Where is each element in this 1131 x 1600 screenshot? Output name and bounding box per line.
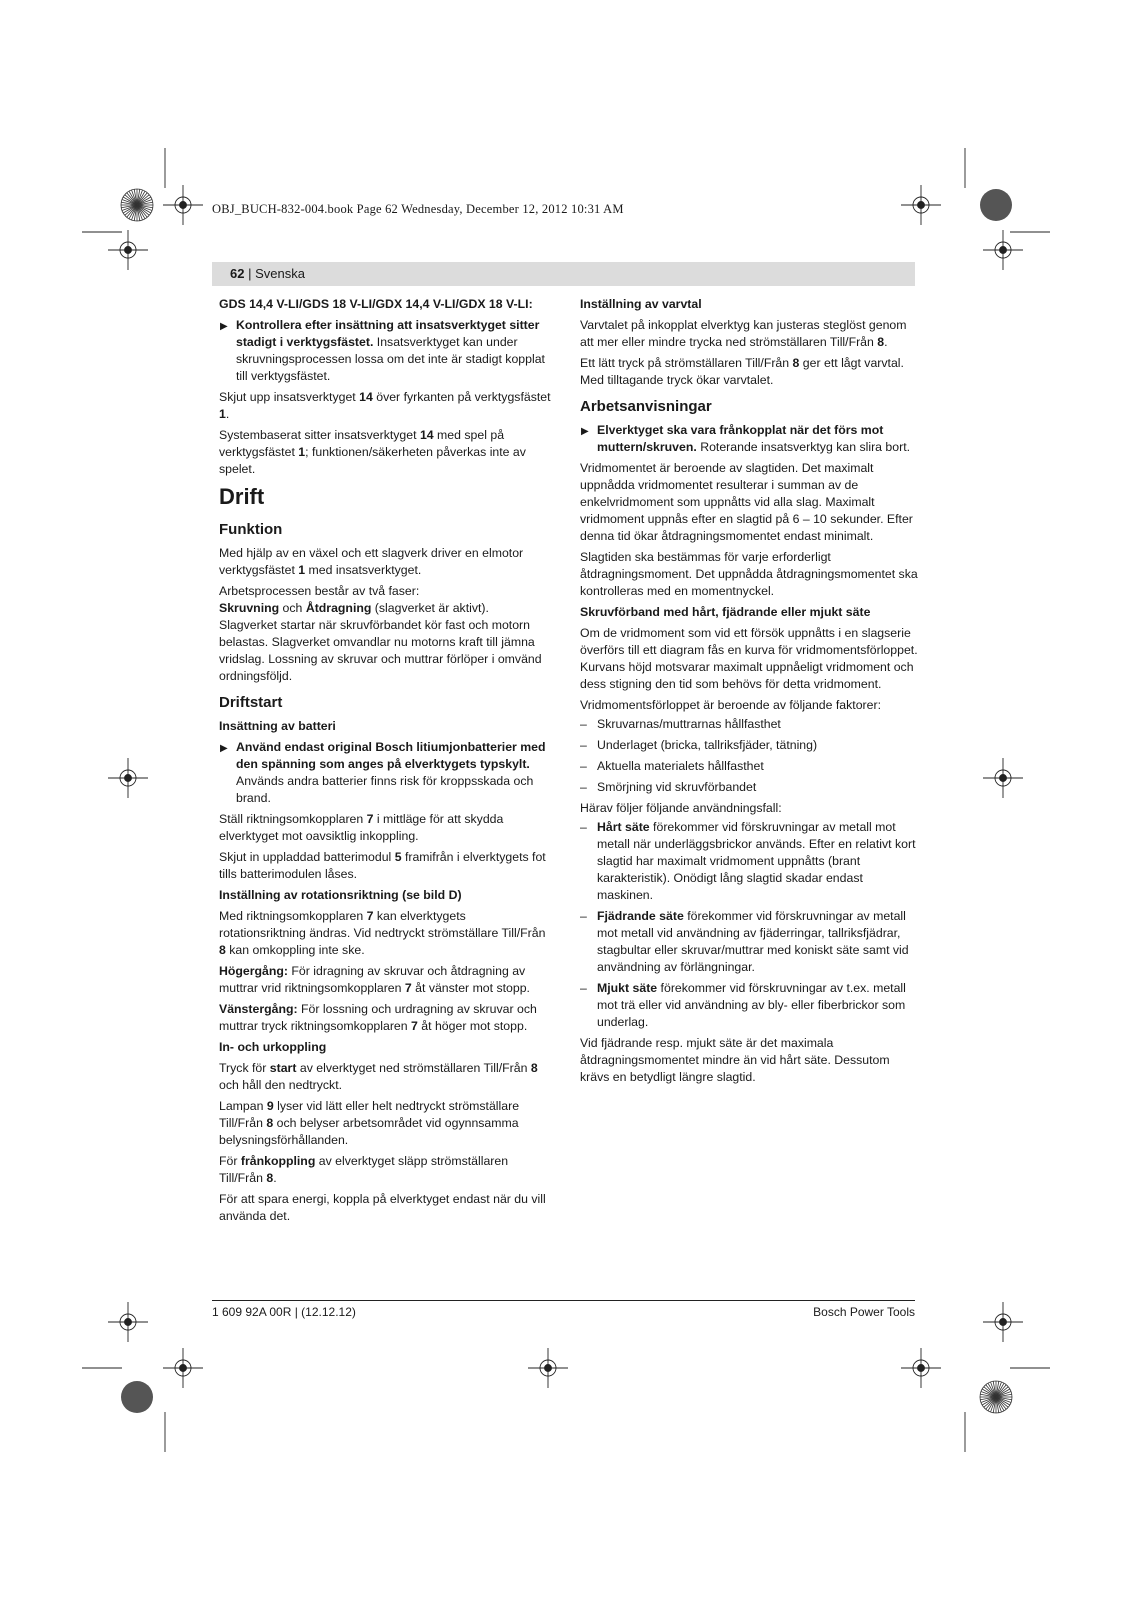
paragraph: Ett lätt tryck på strömställaren Till/Från 8 ger ett lågt varvtal. Med tilltagande tryck ökar varvtalet. <box>580 356 904 387</box>
print-info-line: OBJ_BUCH-832-004.book Page 62 Wednesday, December 12, 2012 10:31 AM <box>212 202 624 216</box>
list-item: – Smörjning vid skruvförbandet <box>580 780 757 794</box>
right-column <box>580 296 920 1090</box>
subheading-varvtal: Inställning av varvtal <box>580 297 702 311</box>
paragraph: För att spara energi, koppla på elverktyget endast när du vill använda det. <box>219 1192 546 1223</box>
triangle-bullet-icon: ▶ <box>581 426 589 437</box>
paragraph: Skjut upp insatsverktyget 14 över fyrkanten på verktygsfästet 1. <box>219 390 551 421</box>
heading-arbetsanvisningar: Arbetsanvisningar <box>580 398 712 415</box>
factor-list <box>580 716 920 796</box>
subheading-inurkoppling: In- och urkoppling <box>219 1040 327 1054</box>
starburst-mark-bottom-right <box>980 1381 1012 1413</box>
paragraph: Varvtalet på inkopplat elverktyg kan justeras steglöst genom att mer eller mindre trycka ned strömställaren Till/Från 8. <box>580 318 907 349</box>
paragraph: Systembaserat sitter insatsverktyget 14 med spel på verktygsfästet 1; funktionen/säkerheten påverkas inte av spelet. <box>219 428 526 476</box>
section-title-drift: Drift <box>219 484 265 509</box>
solid-disc-mark-top-right <box>980 189 1012 221</box>
paragraph: Arbetsprocessen består av två faser: Skruvning och Åtdragning (slagverket är aktivt). <box>219 584 489 615</box>
starburst-mark-top-left <box>121 189 153 221</box>
list-item: – Underlaget (bricka, tallriksfjäder, tätning) <box>580 738 818 752</box>
list-item: – Mjukt säte förekommer vid förskruvningar av t.ex. metall mot trä eller vid användning av bly- eller fiberbrickor som underlag. <box>580 981 906 1029</box>
paragraph: Slagverket startar när skruvförbandet kör fast och motorn belastas. Slagverket omvandlar nu motorns kraft till jämna vridslag. Lossning av skruvar och muttrar förlöper i omvänd ordningsföljd. <box>219 618 542 683</box>
header-language: | Svenska <box>248 266 305 281</box>
footer-docnumber: 1 609 92A 00R | (12.12.12) <box>212 1305 356 1319</box>
triangle-bullet-icon: ▶ <box>220 743 228 754</box>
page-number: 62 <box>230 266 245 281</box>
paragraph: Vridmomentet är beroende av slagtiden. Det maximalt uppnådda vridmomentet resulterar i summan av de enkelvridmoment som uppnåtts vid alla slag. Maximalt vridmoment uppnås efter en slagtid på 6 – 10 sekunder. Efter denna tid ökar åtdragningsmomentet endast minimalt. <box>580 461 913 543</box>
warning-item: ▶ Elverktyget ska vara frånkopplat när det förs mot muttern/skruven. Roterande insatsverktyg kan slira bort. <box>581 423 911 454</box>
solid-disc-mark-bottom-left <box>121 1381 153 1413</box>
paragraph: Skjut in uppladdad batterimodul 5 framifrån i elverktygets fot tills batterimodulen låses. <box>219 850 546 881</box>
heading-driftstart: Driftstart <box>219 694 283 711</box>
warning-item: ▶ Använd endast original Bosch litiumjonbatterier med den spänning som anges på elverktygets typskylt. Används andra batterier finns risk för kroppsskada och brand. <box>220 740 546 805</box>
triangle-bullet-icon: ▶ <box>220 321 228 332</box>
heading-funktion: Funktion <box>219 521 283 538</box>
subheading-insattning: Insättning av batteri <box>219 719 336 733</box>
list-item: – Aktuella materialets hållfasthet <box>580 759 764 773</box>
subheading-rotation: Inställning av rotationsriktning (se bild D) <box>219 888 462 902</box>
list-item: – Skruvarnas/muttrarnas hållfasthet <box>580 717 781 731</box>
subheading-skruvforband: Skruvförband med hårt, fjädrande eller mjukt säte <box>580 605 871 619</box>
page-header <box>212 262 915 286</box>
paragraph: Härav följer följande användningsfall: <box>580 801 782 815</box>
paragraph: Vridmomentsförloppet är beroende av följande faktorer: <box>580 698 881 712</box>
paragraph: Tryck för start av elverktyget ned strömställaren Till/Från 8 och håll den nedtryckt. <box>219 1061 538 1092</box>
paragraph: Vänstergång: För lossning och urdragning av skruvar och muttrar tryck riktningsomkopplaren 7 åt höger mot stopp. <box>219 1002 537 1033</box>
page-footer <box>212 1300 915 1319</box>
paragraph: För frånkoppling av elverktyget släpp strömställaren Till/Från 8. <box>219 1154 509 1185</box>
case-list <box>580 819 920 1031</box>
list-item: – Hårt säte förekommer vid förskruvningar av metall mot metall när underläggsbrickor används. Efter en relativt kort slagtid har maximalt vridmoment uppnåtts (brant karakteristik). Onödigt lång slagtid skadar endast maskinen. <box>580 820 916 902</box>
paragraph: Vid fjädrande resp. mjukt säte är det maximala åtdragningsmomentet mindre än vid hårt säte. Dessutom krävs en betydligt längre slagtid. <box>580 1036 890 1084</box>
paragraph: Ställ riktningsomkopplaren 7 i mittläge för att skydda elverktyget mot oavsiktlig inkoppling. <box>219 812 504 843</box>
warning-item: ▶ Kontrollera efter insättning att insatsverktyget sitter stadigt i verktygsfästet. Insatsverktyget kan under skruvningsprocessen lossa om det inte är stadigt kopplat till verktygsfästet. <box>220 318 545 383</box>
left-column <box>219 296 555 1229</box>
paragraph: Med hjälp av en växel och ett slagverk driver en elmotor verktygsfästet 1 med insatsverktyget. <box>219 546 524 577</box>
paragraph: Slagtiden ska bestämmas för varje erforderligt åtdragningsmoment. Det uppnådda åtdragningsmomentet ska kontrolleras med en momentnyckel. <box>580 550 918 598</box>
model-heading: GDS 14,4 V-LI/GDS 18 V-LI/GDX 14,4 V-LI/GDX 18 V-LI: <box>219 297 533 311</box>
paragraph: Om de vridmoment som vid ett försök uppnåtts i en slagserie överförs till ett diagram fås en kurva för vridmomentsförloppet. Kurvans höjd motsvarar maximalt uppnåeligt vridmoment och dess stigning den tid som behövs för detta vridmoment. <box>580 626 918 691</box>
list-item: – Fjädrande säte förekommer vid förskruvningar av metall mot metall vid användning av fjäderringar, tallriksfjädrar, stagbultar eller skruvar/muttrar med koniskt säte samt vid användning av förlängningar. <box>580 909 909 974</box>
footer-brand: Bosch Power Tools <box>813 1305 915 1319</box>
paragraph: Lampan 9 lyser vid lätt eller helt nedtryckt strömställare Till/Från 8 och belyser arbetsområdet vid ogynnsamma belysningsförhållanden. <box>219 1099 520 1147</box>
paragraph: Med riktningsomkopplaren 7 kan elverktygets rotationsriktning ändras. Vid nedtryckt strömställare Till/Från 8 kan omkoppling inte ske. <box>219 909 546 957</box>
paragraph: Högergång: För idragning av skruvar och åtdragning av muttrar vrid riktningsomkopplaren 7 åt vänster mot stopp. <box>219 964 530 995</box>
